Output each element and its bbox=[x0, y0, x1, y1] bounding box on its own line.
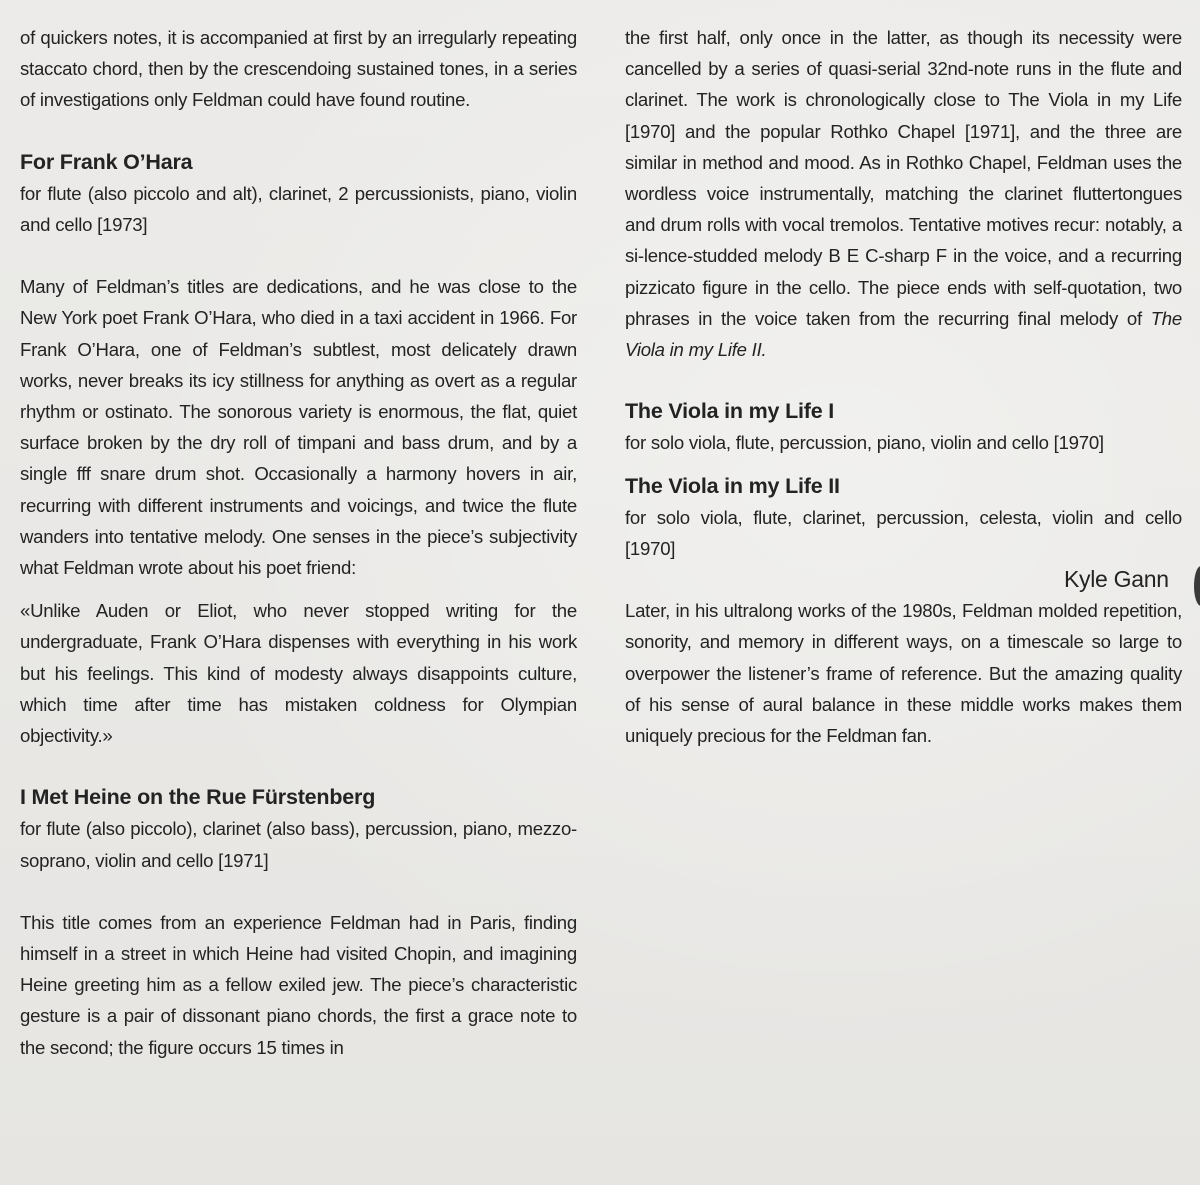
instrumentation-frank-ohara: for flute (also piccolo and alt), clarinet, 2 percussionists, piano, violin and cello [1973] bbox=[20, 182, 577, 236]
left-column bbox=[20, 22, 577, 1063]
section-title-viola-2: The Viola in my Life II bbox=[625, 473, 840, 498]
section-title-viola-1: The Viola in my Life I bbox=[625, 399, 835, 424]
heine-continuation-text: the first half, only once in the latter, as though its necessity were cancelled by a series of quasi-serial 32nd-note runs in the flute and clarinet. The work is chronologically close to The Viola in my Life [1970] and the popular Rothko Chapel [1971], and the three are similar in method and mood. As in Rothko Chapel, Feldman uses the wordless voice instrumentally, matching the clarinet fluttertongues and drum rolls with vocal tremolos. Tentative motives recur: notably, a si-lence-studded melody B E C-sharp F in the voice, and a recurring pizzicato figure in the cello. The piece ends with self-quotation, two phrases in the voice taken from the recurring final melody of bbox=[625, 27, 1182, 329]
body-heine: This title comes from an experience Feldman had in Paris, finding himself in a street in which Heine had visited Chopin, and imagining Heine greeting him as a fellow exiled jew. The piece’s characteristic gesture is a pair of dissonant piano chords, the first a grace note to the second; the figure occurs 15 times in bbox=[20, 911, 577, 1058]
instrumentation-viola-2: for solo viola, flute, clarinet, percussion, celesta, violin and cello [1970] bbox=[625, 506, 1182, 560]
heine-continuation-work-title: The Viola in my Life II. bbox=[625, 307, 1182, 361]
intro-paragraph: of quickers notes, it is accompanied at first by an irregularly repeating staccato chord, then by the crescendoing sustained tones, in a series of investigations only Feldman could have found routine. bbox=[20, 27, 577, 111]
body-viola-2: Later, in his ultralong works of the 1980s, Feldman molded repetition, sonority, and memory in different ways, on a timescale so large to overpower the listener’s frame of reference. But the amazing quality of his sense of aural balance in these middle works makes them uniquely precious for the Feldman fan. bbox=[625, 600, 1182, 747]
edge-mark bbox=[1194, 566, 1200, 606]
section-title-heine: I Met Heine on the Rue Fürstenberg bbox=[20, 785, 376, 810]
body-frank-ohara: Many of Feldman’s titles are dedications, and he was close to the New York poet Frank O’Hara, who died in a taxi accident in 1966. For Frank O’Hara, one of Feldman’s subtlest, most delicately drawn works, never breaks its icy stillness for anything as overt as a regular rhythm or ostinato. The sonorous variety is enormous, the flat, quiet surface broken by the dry roll of timpani and bass drum, and by a single fff snare drum shot. Occasionally a harmony hovers in air, recurring with different instruments and voicings, and twice the flute wanders into tentative melody. One senses in the piece’s subjectivity what Feldman wrote about his poet friend: bbox=[20, 276, 577, 579]
heine-continuation bbox=[625, 22, 1182, 365]
right-column bbox=[625, 22, 1182, 751]
instrumentation-heine: for flute (also piccolo), clarinet (also bass), percussion, piano, mezzo-soprano, violin and cello [1971] bbox=[20, 818, 577, 871]
instrumentation-viola-1: for solo viola, flute, percussion, piano, violin and cello [1970] bbox=[625, 432, 1104, 454]
quote-frank-ohara: «Unlike Auden or Eliot, who never stopped writing for the undergraduate, Frank O’Hara dispenses with everything in his work but his feelings. This kind of modesty always disappoints culture, which time after time has mistaken coldness for Olympian objectivity.» bbox=[20, 600, 577, 747]
section-title-frank-ohara: For Frank O’Hara bbox=[20, 149, 193, 174]
author-signature: Kyle Gann bbox=[1064, 566, 1169, 592]
